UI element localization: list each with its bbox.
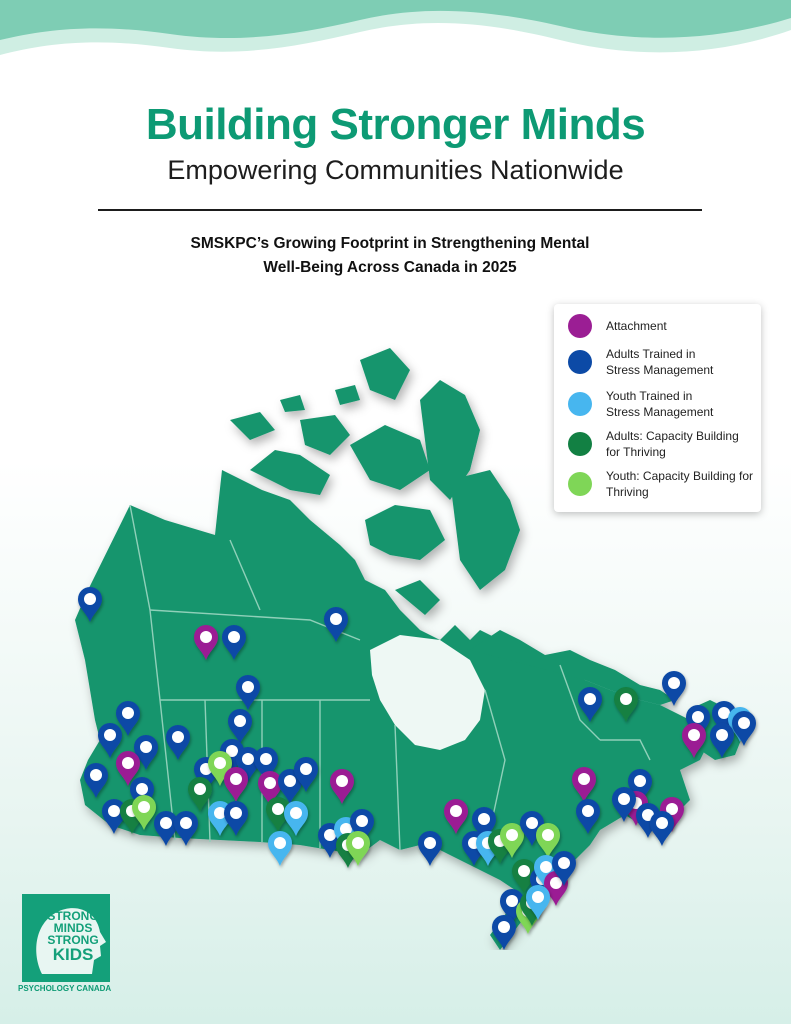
pin-center-dot <box>260 753 272 765</box>
pin-center-dot <box>284 775 296 787</box>
logo-line-strong: STRONG <box>47 909 99 923</box>
organization-name: PSYCHOLOGY CANADA <box>18 984 112 993</box>
header-wave-decoration <box>0 0 791 80</box>
pin-center-dot <box>518 865 530 877</box>
legend-item-adults-stress <box>568 346 758 378</box>
pin-center-dot <box>582 805 594 817</box>
pin-center-dot <box>336 775 348 787</box>
pin-center-dot <box>300 763 312 775</box>
pin-center-dot <box>228 631 240 643</box>
page-title: Building Stronger Minds <box>145 100 646 149</box>
pin-center-dot <box>656 817 668 829</box>
pin-center-dot <box>558 857 570 869</box>
logo-wordmark <box>40 910 106 963</box>
pin-center-dot <box>506 829 518 841</box>
pin-center-dot <box>424 837 436 849</box>
pin-center-dot <box>330 613 342 625</box>
pin-center-dot <box>578 773 590 785</box>
pin-center-dot <box>122 707 134 719</box>
pin-center-dot <box>122 757 134 769</box>
pin-center-dot <box>542 829 554 841</box>
map-caption-line-2: Well-Being Across Canada in 2025 <box>263 259 517 276</box>
legend-label-adults-capacity: Adults: Capacity Building for Thriving <box>606 429 739 459</box>
pin-center-dot <box>692 711 704 723</box>
pin-center-dot <box>242 753 254 765</box>
pin-center-dot <box>136 783 148 795</box>
pin-center-dot <box>634 775 646 787</box>
pin-center-dot <box>242 681 254 693</box>
pin-center-dot <box>140 741 152 753</box>
legend-item-attachment <box>568 314 758 338</box>
pin-center-dot <box>180 817 192 829</box>
legend-item-youth-capacity <box>568 468 758 500</box>
legend-label-youth-capacity: Youth: Capacity Building for Thriving <box>606 469 753 499</box>
legend-swatch-adults-capacity <box>568 432 592 456</box>
map-pin-adults-stress <box>418 831 442 866</box>
pin-center-dot <box>172 731 184 743</box>
pin-center-dot <box>272 803 284 815</box>
map-pin-adults-stress <box>650 811 674 846</box>
pin-center-dot <box>160 817 172 829</box>
pin-center-dot <box>230 807 242 819</box>
pin-center-dot <box>532 891 544 903</box>
pin-center-dot <box>214 757 226 769</box>
pin-center-dot <box>688 729 700 741</box>
map-pin-adults-stress <box>492 915 516 950</box>
pin-center-dot <box>264 777 276 789</box>
pin-center-dot <box>200 631 212 643</box>
legend-label-youth-stress: Youth Trained in Stress Management <box>606 389 714 419</box>
map-pin-adults-stress <box>174 811 198 846</box>
legend-item-adults-capacity <box>568 428 758 460</box>
pin-center-dot <box>290 807 302 819</box>
pin-center-dot <box>506 895 518 907</box>
pin-center-dot <box>274 837 286 849</box>
pin-center-dot <box>478 813 490 825</box>
pin-center-dot <box>230 773 242 785</box>
map-caption-line-1: SMSKPC’s Growing Footprint in Strengthening Mental <box>190 235 590 252</box>
pin-center-dot <box>356 815 368 827</box>
pin-center-dot <box>108 805 120 817</box>
page-subtitle: Empowering Communities Nationwide <box>167 155 624 185</box>
logo-line-strong-2: STRONG <box>47 933 99 947</box>
legend-swatch-adults-stress <box>568 350 592 374</box>
strong-minds-strong-kids-logo <box>22 894 110 982</box>
pin-center-dot <box>526 817 538 829</box>
pin-center-dot <box>618 793 630 805</box>
pin-center-dot <box>738 717 750 729</box>
map-caption <box>150 232 630 280</box>
legend-label-adults-stress: Adults Trained in Stress Management <box>606 347 714 377</box>
pin-center-dot <box>90 769 102 781</box>
pin-center-dot <box>84 593 96 605</box>
pin-center-dot <box>104 729 116 741</box>
pin-center-dot <box>194 783 206 795</box>
pin-center-dot <box>668 677 680 689</box>
pin-center-dot <box>138 801 150 813</box>
logo-line-kids: KIDS <box>52 945 94 964</box>
map-pin-adults-stress <box>154 811 178 846</box>
pin-center-dot <box>450 805 462 817</box>
legend-item-youth-stress <box>568 388 758 420</box>
pin-center-dot <box>234 715 246 727</box>
pin-center-dot <box>716 729 728 741</box>
legend-swatch-youth-capacity <box>568 472 592 496</box>
pin-center-dot <box>584 693 596 705</box>
legend-swatch-youth-stress <box>568 392 592 416</box>
map-legend <box>554 304 761 512</box>
logo-line-minds: MINDS <box>53 921 93 935</box>
map-pin-youth-stress <box>268 831 292 866</box>
pin-center-dot <box>498 921 510 933</box>
legend-swatch-attachment <box>568 314 592 338</box>
title-divider <box>98 209 702 211</box>
pin-center-dot <box>540 861 552 873</box>
pin-center-dot <box>620 693 632 705</box>
legend-label-attachment: Attachment <box>606 319 667 333</box>
pin-center-dot <box>352 837 364 849</box>
